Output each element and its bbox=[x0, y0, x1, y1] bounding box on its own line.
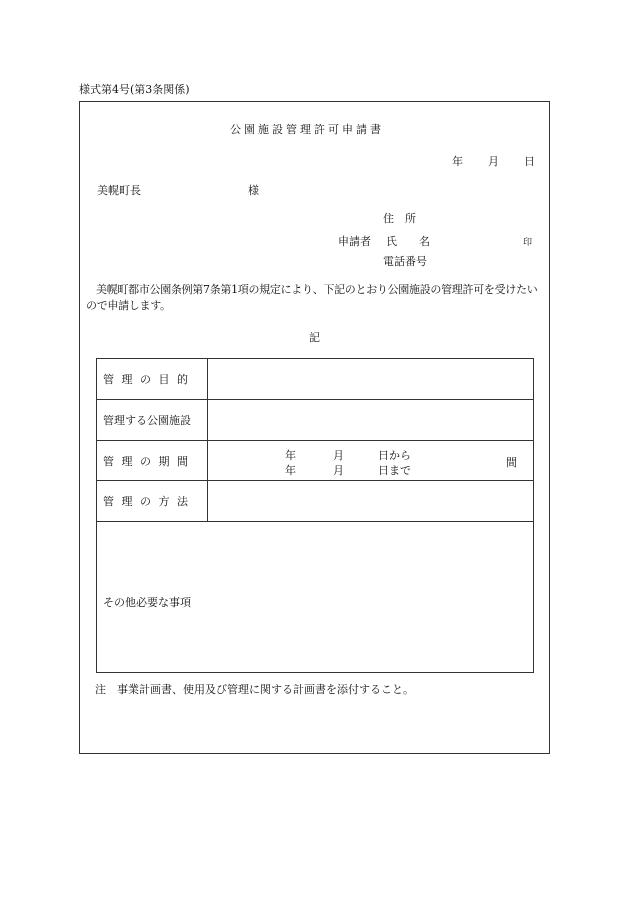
address-label: 住 所 bbox=[383, 212, 416, 225]
table-row bbox=[97, 522, 534, 673]
period-label: 管理の期間 bbox=[97, 441, 208, 481]
addressee-honorific: 様 bbox=[248, 184, 259, 197]
seal-mark: 印 bbox=[523, 238, 533, 248]
other-matters-label: その他必要な事項 bbox=[103, 595, 191, 609]
other-matters-field[interactable] bbox=[97, 522, 534, 673]
date-day-label: 日 bbox=[524, 155, 535, 168]
form-number: 様式第4号(第3条関係) bbox=[79, 83, 190, 96]
facility-label: 管理する公園施設 bbox=[97, 400, 208, 441]
applicant-label: 申請者 bbox=[338, 235, 371, 248]
page-title: 公園施設管理許可申請書 bbox=[230, 123, 384, 136]
table-row bbox=[97, 481, 534, 522]
phone-label: 電話番号 bbox=[383, 255, 427, 268]
purpose-label: 管理の目的 bbox=[97, 359, 208, 400]
period-from-day: 日から bbox=[378, 448, 411, 462]
period-from-month: 月 bbox=[333, 448, 344, 462]
purpose-field[interactable] bbox=[208, 359, 534, 400]
date-month-label: 月 bbox=[488, 155, 499, 168]
period-to-day: 日まで bbox=[378, 463, 411, 477]
table-row bbox=[97, 359, 534, 400]
period-to-year: 年 bbox=[285, 463, 296, 477]
body-text: 美幌町都市公園条例第7条第1項の規定により、下記のとおり公園施設の管理許可を受けたいので申請します。 bbox=[86, 283, 538, 312]
table-row bbox=[97, 400, 534, 441]
period-from-year: 年 bbox=[285, 448, 296, 462]
note-text: 注 事業計画書、使用及び管理に関する計画書を添付すること。 bbox=[95, 683, 414, 696]
detail-table bbox=[96, 358, 534, 673]
addressee-name: 美幌町長 bbox=[97, 184, 141, 197]
facility-field[interactable] bbox=[208, 400, 534, 441]
period-to-month: 月 bbox=[333, 463, 344, 477]
period-suffix: 間 bbox=[506, 455, 517, 469]
period-field[interactable] bbox=[208, 441, 534, 481]
table-row bbox=[97, 441, 534, 481]
method-field[interactable] bbox=[208, 481, 534, 522]
ki-heading: 記 bbox=[309, 331, 320, 344]
method-label: 管理の方法 bbox=[97, 481, 208, 522]
date-year-label: 年 bbox=[452, 155, 463, 168]
name-label: 氏 名 bbox=[386, 235, 430, 248]
